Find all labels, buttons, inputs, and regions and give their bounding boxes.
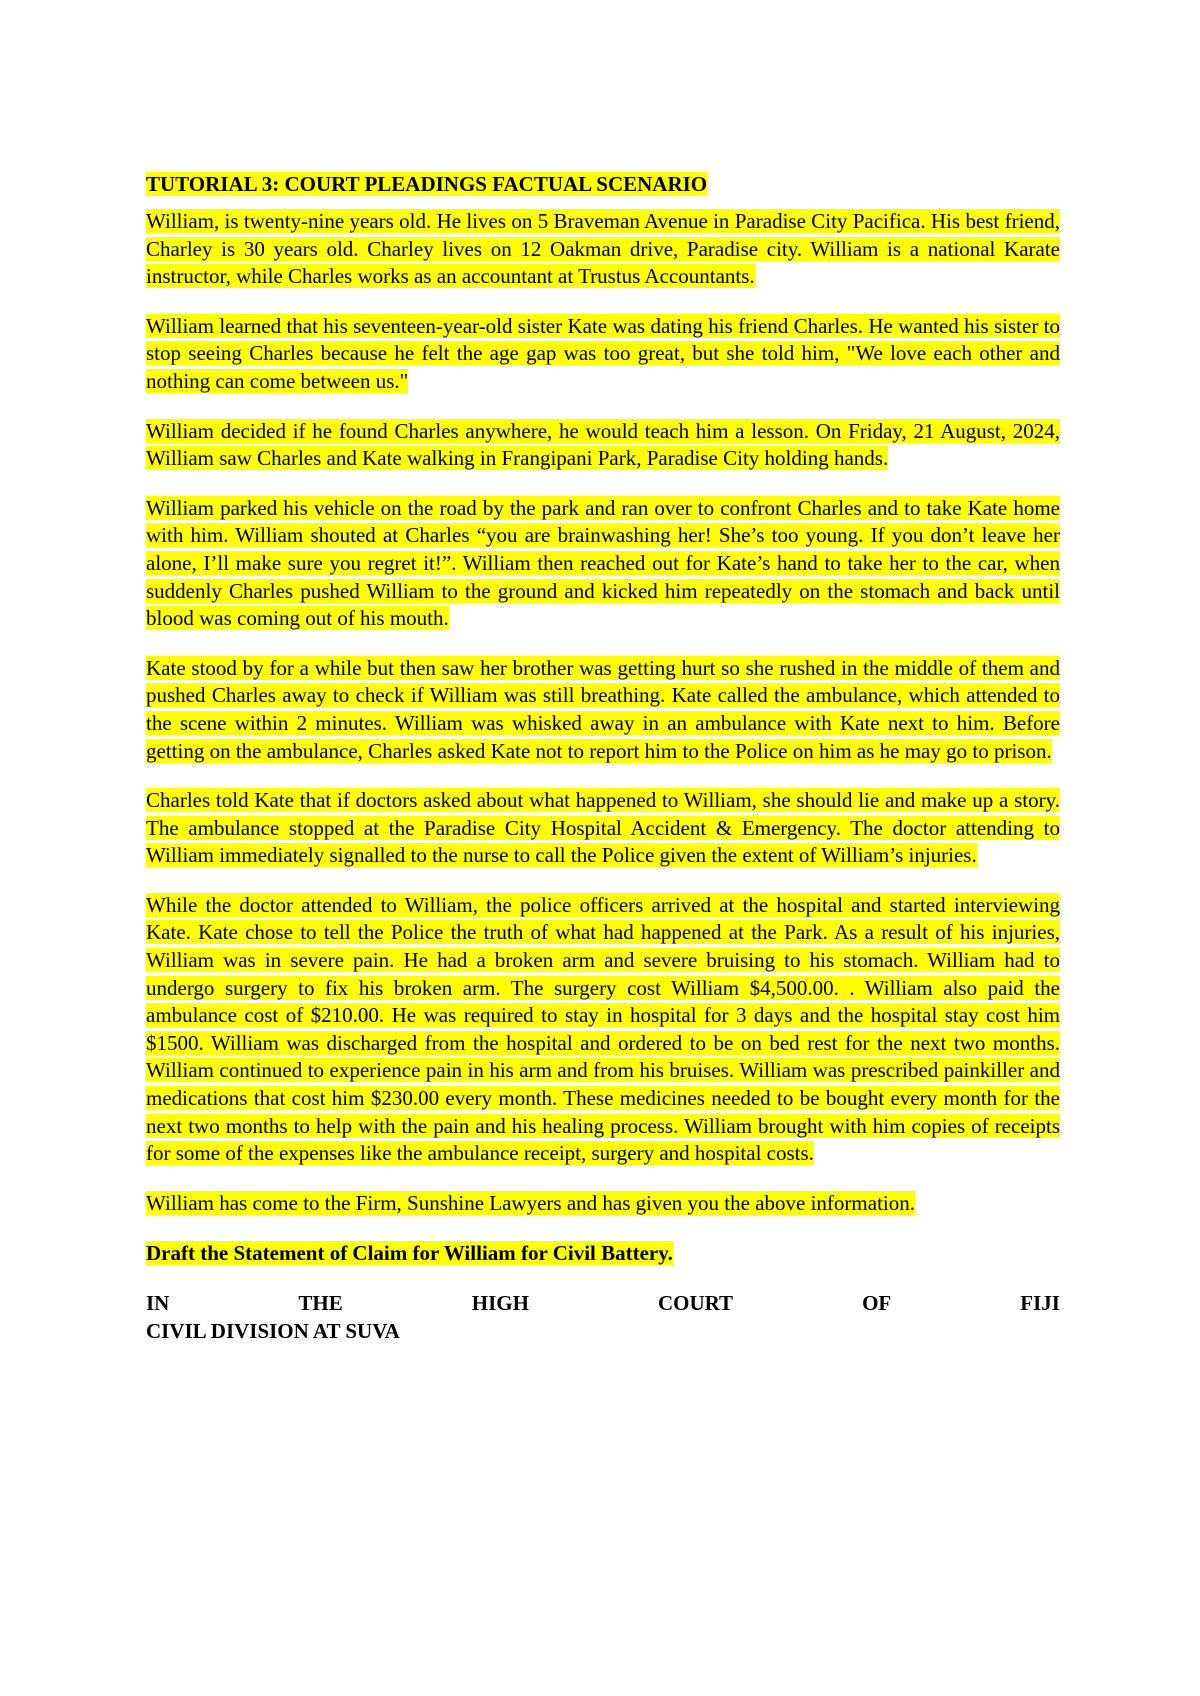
paragraph-hospital-arrival: Charles told Kate that if doctors asked about what happened to William, she should lie and make up a story. The ambulance stopped at the Paradise City Hospital Accident & Emergency. The doctor attending to William immediately signalled to the nurse to call the Police given the extent of William’s injuries. xyxy=(146,788,1060,868)
paragraph-firm-visit: William has come to the Firm, Sunshine Lawyers and has given you the above information. xyxy=(146,1190,915,1215)
court-word: OF xyxy=(862,1291,892,1316)
court-heading xyxy=(146,1289,1060,1317)
document-title xyxy=(146,170,1060,198)
paragraph-background: William, is twenty-nine years old. He lives on 5 Braveman Avenue in Paradise City Pacifica. His best friend, Charley is 30 years old. Charley lives on 12 Oakman drive, Paradise city. William is a national Karate instructor, while Charles works as an accountant at Trustus Accountants. xyxy=(146,209,1060,289)
document-page xyxy=(146,170,1060,1345)
document-title-text: TUTORIAL 3: COURT PLEADINGS FACTUAL SCENARIO xyxy=(146,172,708,196)
task-instruction: Draft the Statement of Claim for William for Civil Battery. xyxy=(146,1241,673,1266)
paragraph-confrontation: William parked his vehicle on the road by the park and ran over to confront Charles and to take Kate home with him. William shouted at Charles “you are brainwashing her! She’s too young. If you don’t leave her alone, I’ll make sure you regret it!”. William then reached out for Kate’s hand to take her to the car, when suddenly Charles pushed William to the ground and kicked him repeatedly on the stomach and back until blood was coming out of his mouth. xyxy=(146,495,1060,631)
court-word: COURT xyxy=(657,1291,734,1316)
paragraph-sister-dating: William learned that his seventeen-year-old sister Kate was dating his friend Charles. He wanted his sister to stop seeing Charles because he felt the age gap was too great, but she told him, "We love each other and nothing can come between us." xyxy=(146,313,1060,393)
paragraph-park-sighting: William decided if he found Charles anywhere, he would teach him a lesson. On Friday, 21 August, 2024, William saw Charles and Kate walking in Frangipani Park, Paradise City holding hands. xyxy=(146,418,1060,471)
court-word: THE xyxy=(298,1291,343,1316)
court-word: FIJI xyxy=(1020,1291,1060,1316)
court-word: HIGH xyxy=(471,1291,529,1316)
court-division: CIVIL DIVISION AT SUVA xyxy=(146,1319,400,1344)
paragraph-ambulance: Kate stood by for a while but then saw her brother was getting hurt so she rushed in the middle of them and pushed Charles away to check if William was still breathing. Kate called the ambulance, which attended to the scene within 2 minutes. William was whisked away in an ambulance with Kate next to him. Before getting on the ambulance, Charles asked Kate not to report him to the Police on him as he may go to prison. xyxy=(146,655,1060,763)
court-word: IN xyxy=(146,1291,170,1316)
paragraph-injuries-costs: While the doctor attended to William, the police officers arrived at the hospital and started interviewing Kate. Kate chose to tell the Police the truth of what had happened at the Park. As a result of his injuries, William was in severe pain. He had a broken arm and severe bruising to his stomach. William had to undergo surgery to fix his broken arm. The surgery cost William $4,500.00. . William also paid the ambulance cost of $210.00. He was required to stay in hospital for 3 days and the hospital stay cost him $1500. William was discharged from the hospital and ordered to be on bed rest for the next two months. William continued to experience pain in his arm and from his bruises. William was prescribed painkiller and medications that cost him $230.00 every month. These medicines needed to be bought every month for the next two months to help with the pain and his healing process. William brought with him copies of receipts for some of the expenses like the ambulance receipt, surgery and hospital costs. xyxy=(146,892,1060,1166)
